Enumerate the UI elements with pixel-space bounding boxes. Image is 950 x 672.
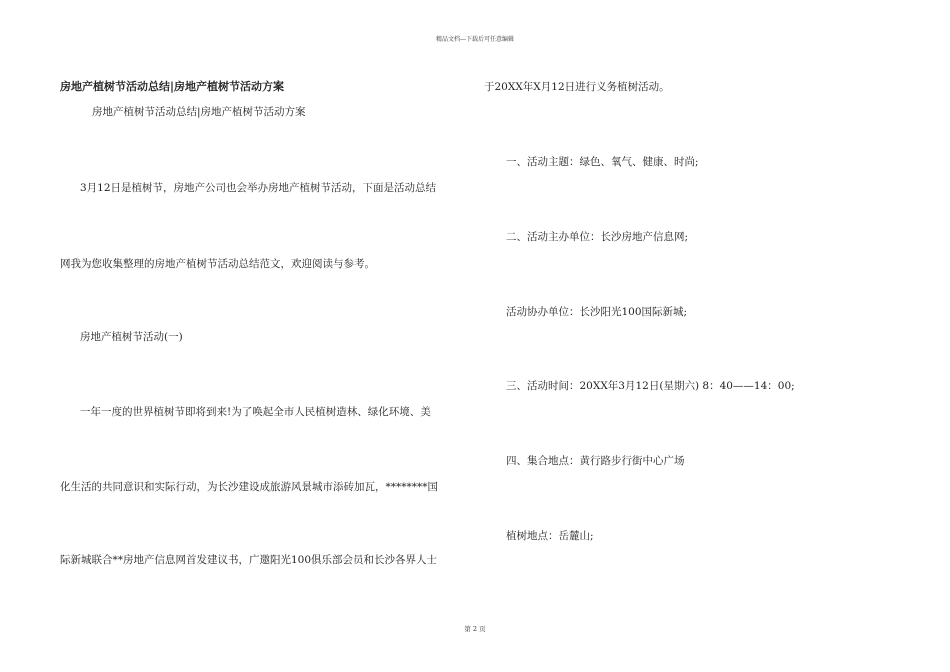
activity-organizer: 二、活动主办单位：长沙房地产信息网; xyxy=(506,231,689,243)
activity-time: 三、活动时间：20XX年3月12日(星期六) 8：40——14：00; xyxy=(506,380,795,392)
body-paragraph-line-3: 际新城联合**房地产信息网首发建议书，广邀阳光100俱乐部会员和长沙各界人士 xyxy=(60,554,438,566)
activity-co-organizer: 活动协办单位：长沙阳光100国际新城; xyxy=(506,306,688,318)
activity-theme: 一、活动主题：绿色、氧气、健康、时尚; xyxy=(506,156,699,168)
intro-paragraph-line-2: 网我为您收集整理的房地产植树节活动总结范文，欢迎阅读与参考。 xyxy=(60,258,375,270)
meeting-venue: 四、集合地点：黄行路步行街中心广场 xyxy=(506,455,685,467)
body-paragraph-line-2: 化生活的共同意识和实际行动，为长沙建设成旅游风景城市添砖加瓦，********国 xyxy=(60,481,438,493)
continuation-line: 于20XX年X月12日进行义务植树活动。 xyxy=(484,81,670,93)
document-title: 房地产植树节活动总结|房地产植树节活动方案 xyxy=(60,80,284,93)
page-number: 第 2 页 xyxy=(464,625,486,633)
planting-site: 植树地点：岳麓山; xyxy=(506,530,594,542)
section-heading: 房地产植树节活动(一) xyxy=(80,331,183,343)
body-paragraph-line-1: 一年一度的世界植树节即将到来!为了唤起全市人民植树造林、绿化环境、美 xyxy=(80,406,431,418)
intro-paragraph-line-1: 3月12日是植树节，房地产公司也会举办房地产植树节活动，下面是活动总结 xyxy=(80,182,437,194)
document-subtitle: 房地产植树节活动总结|房地产植树节活动方案 xyxy=(92,106,306,118)
page-header: 精品文档---下载后可任意编辑 xyxy=(435,36,515,43)
